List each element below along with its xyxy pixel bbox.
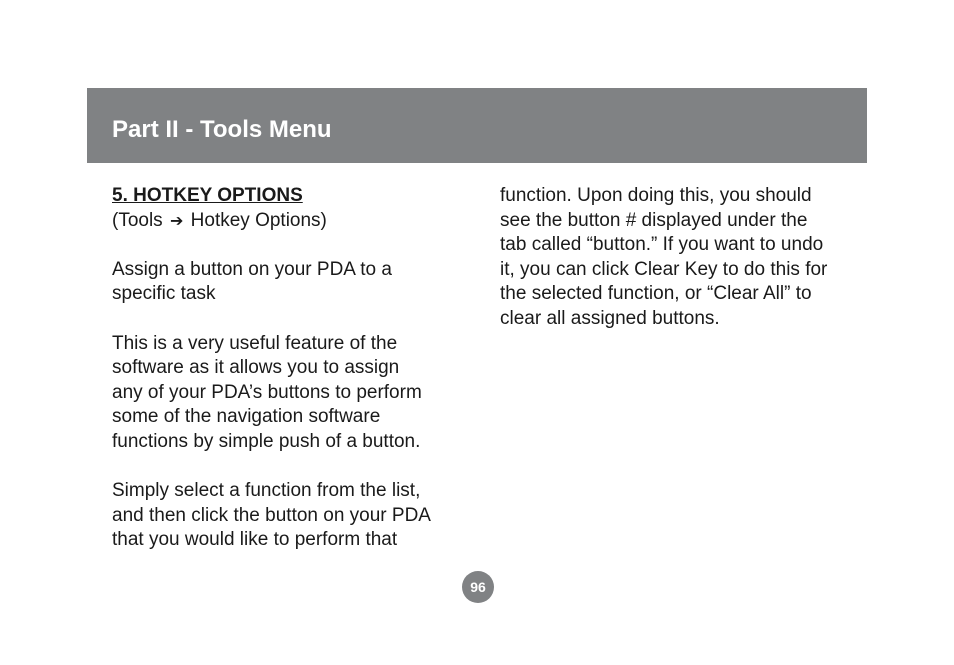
text-line: see the button # displayed under the <box>500 209 808 231</box>
text-line: function. Upon doing this, you should <box>500 185 812 206</box>
text-line: tab called “button.” If you want to undo <box>500 234 824 256</box>
text-line: it, you can click Clear Key to do this for <box>500 258 828 280</box>
menu-path-rest: Hotkey Options) <box>190 209 327 231</box>
menu-path <box>112 209 462 234</box>
text-line: Simply select a function from the list, <box>112 480 421 502</box>
text-line: This is a very useful feature of the <box>112 332 398 354</box>
text-line: software as it allows you to assign <box>112 357 400 379</box>
left-column <box>112 184 462 553</box>
arrow-right-icon: ➔ <box>169 210 184 230</box>
text-line: and then click the button on your PDA <box>112 504 431 526</box>
text-line: Assign a button on your PDA to a <box>112 258 392 280</box>
text-line: some of the navigation software <box>112 406 381 428</box>
right-column <box>500 184 860 332</box>
text-line: any of your PDA’s buttons to perform <box>112 381 422 403</box>
text-line: specific task <box>112 283 216 305</box>
paragraph-select-function <box>112 479 462 553</box>
section-heading: 5. HOTKEY OPTIONS <box>112 185 303 206</box>
paragraph-assign <box>112 258 462 307</box>
text-line: the selected function, or “Clear All” to <box>500 283 812 305</box>
paragraph-useful-feature <box>112 332 462 455</box>
text-line: functions by simple push of a button. <box>112 430 421 452</box>
menu-path-open: (Tools <box>112 209 163 231</box>
page-number-badge: 96 <box>462 571 494 603</box>
text-line: clear all assigned buttons. <box>500 307 720 329</box>
page-title: Part II - Tools Menu <box>112 116 332 143</box>
text-line: that you would like to perform that <box>112 529 398 551</box>
header-band <box>87 88 867 163</box>
